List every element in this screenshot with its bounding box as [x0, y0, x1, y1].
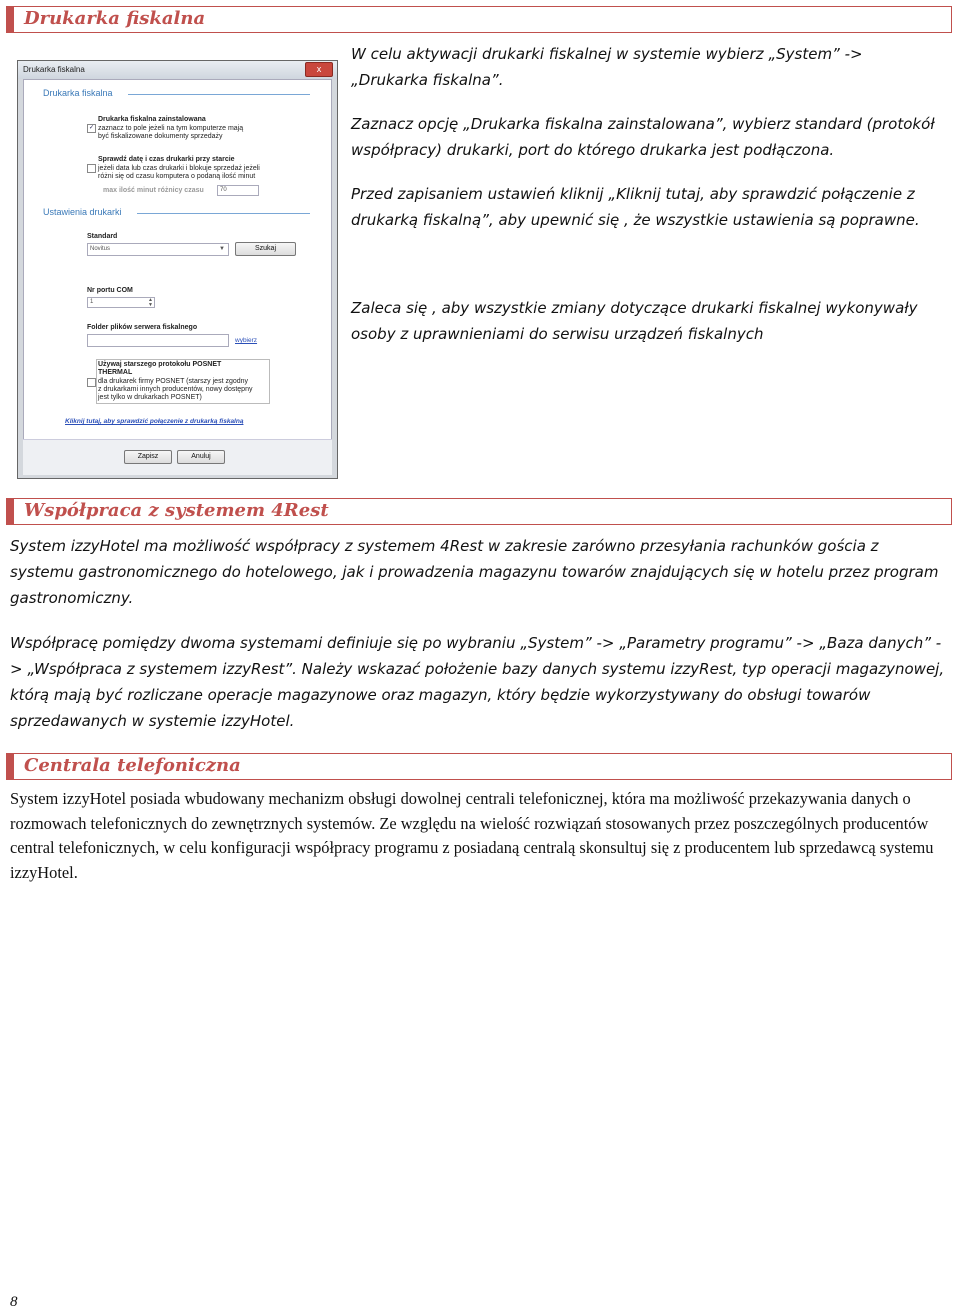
close-icon[interactable]: x — [305, 62, 333, 77]
standard-label: Standard — [87, 233, 118, 240]
max-minutes-label: max ilość minut różnicy czasu — [103, 187, 204, 194]
section-header-rest — [6, 498, 952, 525]
dialog-body — [23, 79, 332, 474]
group-label-settings: Ustawienia drukarki — [43, 207, 122, 217]
section-header-drukarka — [6, 6, 952, 33]
check-time-checkbox[interactable] — [87, 164, 96, 173]
com-label: Nr portu COM — [87, 287, 133, 294]
paragraph: W celu aktywacji drukarki fiskalnej w systemie wybierz „System” -> „Drukarka fiskalna”. — [351, 45, 863, 89]
paragraph: Przed zapisaniem ustawień kliknij „Kliknij tutaj, aby sprawdzić połączenie z drukarką fiskalną”, aby upewnić się , że wszystkie ustawienia są poprawne. — [351, 185, 920, 229]
dialog-title: Drukarka fiskalna — [23, 65, 85, 74]
divider — [137, 213, 310, 214]
folder-label: Folder plików serwera fiskalnego — [87, 324, 198, 331]
spinner-icon[interactable]: ▲ ▼ — [148, 297, 153, 308]
paragraph: System izzyHotel posiada wbudowany mechanizm obsługi dowolnej centrali telefonicznej, która ma możliwość przekazywania danych o rozmowach telefonicznych do zewnętrznych systemów. Ze względu na wielość rozwiązań stosowanych przez poszczególnych producentów central telefonicznych, w celu konfiguracji współpracy programu z posiadaną centralą skonsultuj się z producentem lub sprzedawcą systemu izzyHotel. — [10, 789, 934, 882]
section-header-centrala — [6, 753, 952, 780]
cancel-button[interactable]: Anuluj — [177, 450, 225, 464]
paragraph: Zaleca się , aby wszystkie zmiany dotyczące drukarki fiskalnej wykonywały osoby z uprawnieniami do serwisu urządzeń fiskalnych — [351, 299, 918, 343]
search-button[interactable]: Szukaj — [235, 242, 296, 256]
check-time-label: Sprawdź datę i czas drukarki przy starcie — [98, 156, 235, 163]
posnet-checkbox[interactable] — [87, 378, 96, 387]
dialog-titlebar — [18, 61, 337, 79]
check-time-desc: jeżeli data lub czas drukarki i blokuje sprzedaż jeżeli — [98, 165, 260, 172]
max-minutes-input[interactable]: 70 — [217, 185, 259, 196]
paragraph: Zaznacz opcję „Drukarka fiskalna zainstalowana”, wybierz standard (protokół współpracy) drukarki, port do którego drukarka jest podłączona. — [351, 115, 935, 159]
paragraph: Współpracę pomiędzy dwoma systemami definiuje się po wybraniu „System” -> „Parametry programu” -> „Baza danych” -> „Współpraca z systemem izzyRest”. Należy wskazać położenie bazy danych systemu izzyRest, typ operacji magazynowej, którą mają być rozliczane operacje magazynowe oraz magazyn, który będzie wykorzystywany do obsługi towarów sprzedawanych w systemie izzyHotel. — [10, 634, 945, 730]
posnet-desc: z drukarkami innych producentów, nowy dostępny — [98, 386, 253, 393]
save-button[interactable]: Zapisz — [124, 450, 172, 464]
section-title: Drukarka fiskalna — [24, 8, 206, 29]
folder-input[interactable] — [87, 334, 229, 347]
paragraph: System izzyHotel ma możliwość współpracy z systemem 4Rest w zakresie zarówno przesyłania rachunków gościa z systemu gastronomicznego do hotelowego, jak i prowadzenia magazynu towarów znajdujących się w hotelu przez program gastronomiczny. — [10, 537, 939, 607]
section-title: Centrala telefoniczna — [24, 755, 241, 776]
posnet-desc: dla drukarek firmy POSNET (starszy jest zgodny — [98, 378, 249, 385]
fiscal-printer-dialog — [17, 60, 338, 479]
page-number: 8 — [10, 1294, 18, 1310]
section-title: Współpraca z systemem 4Rest — [24, 500, 329, 521]
installed-desc: być fiskalizowane dokumenty sprzedaży — [98, 133, 223, 140]
installed-checkbox[interactable]: ✓ — [88, 125, 95, 131]
com-value: 1 — [90, 299, 94, 305]
divider — [128, 94, 310, 95]
check-time-desc: różni się od czasu komputera o podaną ilość minut — [98, 173, 256, 180]
installed-desc: zaznacz to pole jeżeli na tym komputerze mają — [98, 125, 244, 132]
posnet-label: Używaj starszego protokołu POSNET — [98, 361, 222, 368]
standard-select[interactable] — [87, 243, 229, 256]
group-label-printer: Drukarka fiskalna — [43, 88, 113, 98]
choose-folder-link[interactable]: wybierz — [235, 337, 258, 344]
chevron-down-icon: ▼ — [219, 246, 225, 252]
com-input[interactable] — [87, 297, 155, 308]
standard-value: Novitus — [90, 246, 111, 252]
installed-label: Drukarka fiskalna zainstalowana — [98, 116, 206, 123]
dialog-footer — [23, 439, 332, 475]
test-connection-link[interactable]: Kliknij tutaj, aby sprawdzić połączenie z drukarką fiskalną — [65, 418, 244, 425]
posnet-label: THERMAL — [98, 369, 133, 376]
posnet-desc: jest tylko w drukarkach POSNET) — [98, 394, 202, 401]
